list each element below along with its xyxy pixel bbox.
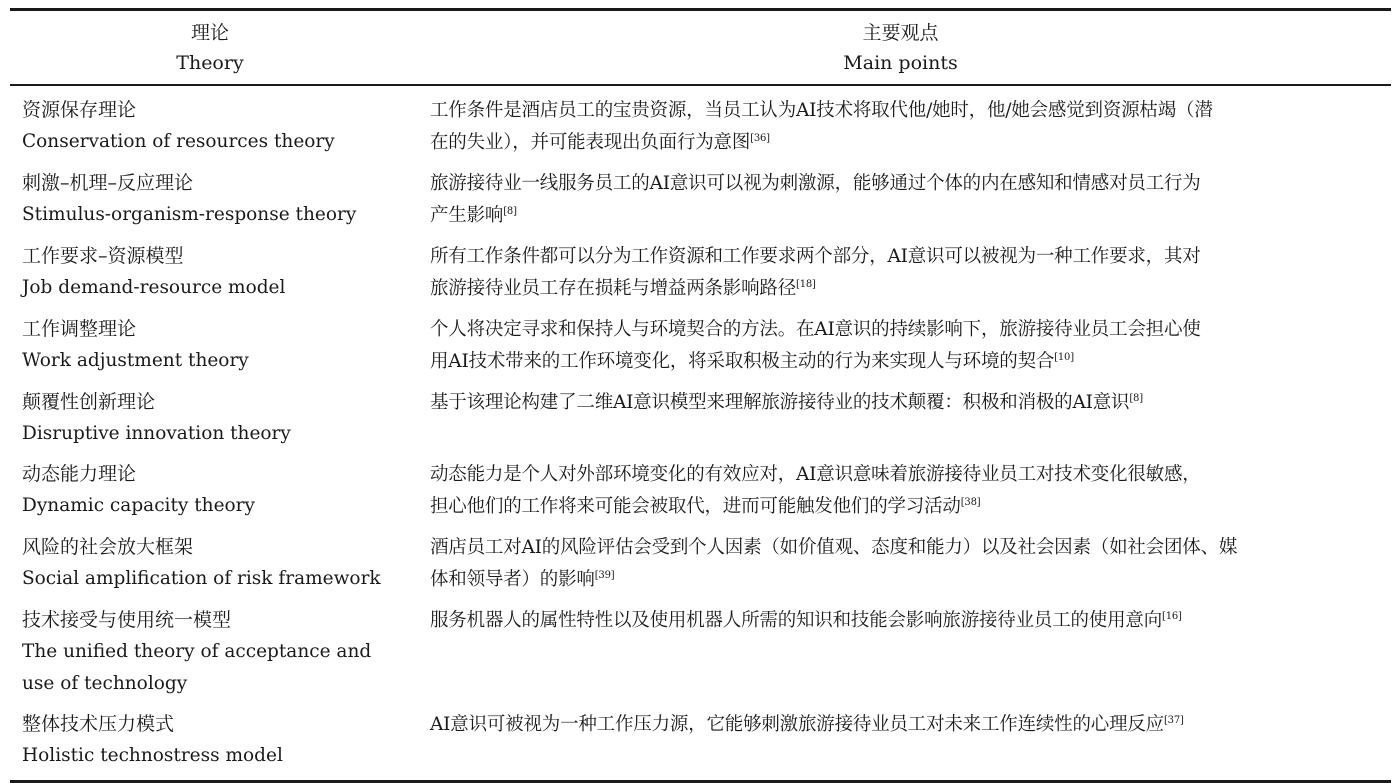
theory-name-zh: 工作要求–资源模型 (22, 245, 184, 267)
main-points-cell (420, 709, 1391, 772)
table-row (10, 527, 1391, 600)
theory-name-en: Dynamic capacity theory (22, 495, 255, 516)
table-row (10, 90, 1391, 163)
main-points-line (430, 346, 1389, 378)
theory-name-en: Holistic technostress model (22, 745, 283, 766)
theory-name-en: Social amplification of risk framework (22, 568, 381, 589)
theory-column-header (10, 18, 410, 78)
main-points-cell (420, 387, 1391, 450)
theory-cell (10, 168, 420, 232)
main-points-line (430, 564, 1389, 596)
theory-name-zh: 资源保存理论 (22, 99, 137, 121)
main-points-line (430, 200, 1389, 232)
theory-name-en: The unified theory of acceptance and (22, 641, 372, 662)
theory-name-en: Work adjustment theory (22, 350, 249, 371)
main-points-line (430, 241, 1389, 273)
main-points-line (430, 168, 1389, 200)
table-row (10, 454, 1391, 527)
theory-name-en: use of technology (22, 673, 188, 694)
points-header-en: Main points (843, 51, 958, 74)
theory-name-en: Stimulus-organism-response theory (22, 204, 357, 225)
citation-ref: [37] (1163, 714, 1184, 726)
table-body (10, 86, 1391, 780)
main-points-text: 酒店员工对AI的风险评估会受到个人因素（如价值观、态度和能力）以及社会因素（如社会团体、媒 (430, 537, 1238, 558)
citation-ref: [8] (503, 205, 517, 217)
main-points-line (430, 491, 1389, 523)
main-points-cell (420, 241, 1391, 305)
main-points-text: AI意识可被视为一种工作压力源，它能够刺激旅游接待业员工对未来工作连续性的心理反应 (430, 714, 1164, 735)
table-row (10, 309, 1391, 382)
main-points-text: 个人将决定寻求和保持人与环境契合的方法。在AI意识的持续影响下，旅游接待业员工会担心使 (430, 319, 1201, 340)
table-row (10, 382, 1391, 454)
main-points-text: 服务机器人的属性特性以及使用机器人所需的知识和技能会影响旅游接待业员工的使用意向 (430, 610, 1163, 631)
main-points-line (430, 709, 1389, 741)
citation-ref: [10] (1054, 351, 1074, 363)
theory-cell (10, 387, 420, 450)
theory-cell (10, 95, 420, 159)
table-row (10, 163, 1391, 236)
citation-ref: [36] (750, 132, 770, 144)
main-points-text: 基于该理论构建了二维AI意识模型来理解旅游接待业的技术颠覆：积极和消极的AI意识 (430, 392, 1130, 413)
table-header (10, 11, 1391, 84)
theory-name-zh: 工作调整理论 (22, 318, 137, 340)
citation-ref: [8] (1129, 392, 1143, 404)
main-points-text: 体和领导者）的影响 (430, 569, 595, 590)
main-points-line (430, 605, 1389, 637)
main-points-text: 产生影响 (430, 205, 504, 226)
main-points-text: 用AI技术带来的工作环境变化，将采取积极主动的行为来实现人与环境的契合 (430, 351, 1055, 372)
theory-cell (10, 709, 420, 772)
main-points-cell (420, 168, 1391, 232)
citation-ref: [18] (796, 278, 816, 290)
main-points-cell (420, 532, 1391, 596)
main-points-line (430, 459, 1389, 491)
citation-ref: [38] (960, 496, 981, 508)
main-points-text: 担心他们的工作将来可能会被取代，进而可能触发他们的学习活动 (430, 496, 961, 517)
main-points-line (430, 95, 1389, 127)
main-points-line (430, 387, 1389, 419)
theory-name-zh: 整体技术压力模式 (22, 713, 175, 735)
theory-name-en: Conservation of resources theory (22, 131, 335, 152)
theory-cell (10, 241, 420, 305)
points-header-zh: 主要观点 (862, 21, 939, 44)
main-points-line (430, 273, 1389, 305)
main-points-cell (420, 314, 1391, 378)
theory-cell (10, 605, 420, 700)
theory-cell (10, 532, 420, 596)
theory-name-zh: 动态能力理论 (22, 463, 137, 485)
main-points-line (430, 314, 1389, 346)
table-row (10, 236, 1391, 309)
table-row (10, 600, 1391, 704)
main-points-cell (420, 95, 1391, 159)
theory-name-zh: 颠覆性创新理论 (22, 391, 156, 413)
theory-name-zh: 刺激–机理–反应理论 (22, 172, 194, 194)
theory-name-zh: 技术接受与使用统一模型 (22, 609, 232, 631)
citation-ref: [16] (1162, 610, 1182, 622)
theory-cell (10, 459, 420, 523)
points-column-header (410, 18, 1391, 78)
theory-name-en: Job demand-resource model (22, 277, 286, 298)
main-points-cell (420, 605, 1391, 700)
main-points-cell (420, 459, 1391, 523)
main-points-text: 工作条件是酒店员工的宝贵资源，当员工认为AI技术将取代他/她时，他/她会感觉到资源枯竭（潜 (430, 100, 1213, 121)
main-points-text: 旅游接待业一线服务员工的AI意识可以视为刺激源，能够通过个体的内在感知和情感对员工行为 (430, 173, 1201, 194)
theory-header-en: Theory (176, 51, 244, 74)
main-points-line (430, 532, 1389, 564)
theory-table (10, 8, 1391, 783)
table-row (10, 704, 1391, 776)
theory-name-en: Disruptive innovation theory (22, 423, 291, 444)
main-points-text: 旅游接待业员工存在损耗与增益两条影响路径 (430, 278, 797, 299)
main-points-text: 所有工作条件都可以分为工作资源和工作要求两个部分，AI意识可以被视为一种工作要求，其对 (430, 246, 1201, 267)
main-points-text: 在的失业），并可能表现出负面行为意图 (430, 132, 751, 153)
theory-cell (10, 314, 420, 378)
theory-name-zh: 风险的社会放大框架 (22, 536, 194, 558)
main-points-text: 动态能力是个人对外部环境变化的有效应对，AI意识意味着旅游接待业员工对技术变化很敏感， (430, 464, 1201, 485)
citation-ref: [39] (594, 569, 615, 581)
theory-header-zh: 理论 (190, 21, 229, 44)
main-points-line (430, 127, 1389, 159)
